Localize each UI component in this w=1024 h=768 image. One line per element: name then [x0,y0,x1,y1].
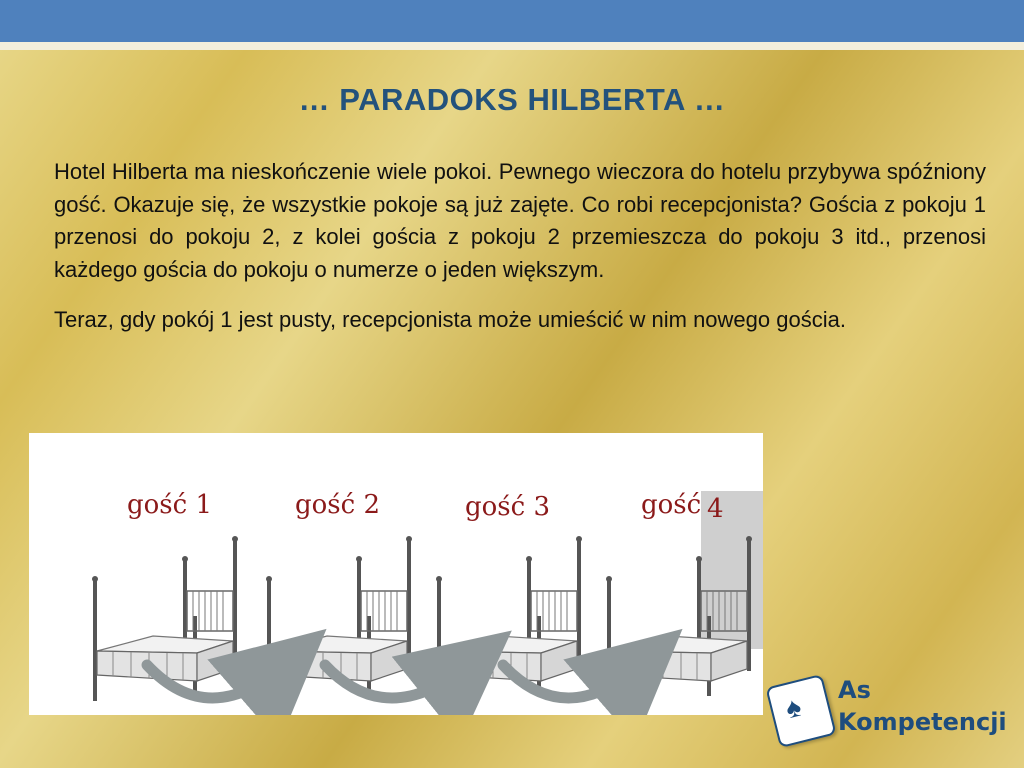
spade-icon: ♠ [782,690,805,725]
guest-label-2: gość 2 [295,490,381,520]
guest-label-4-number: 4 [707,494,724,524]
paragraph-1: Hotel Hilberta ma nieskończenie wiele pokoi. Pewnego wieczora do hotelu przybywa spóźniony gość. Okazuje się, że wszystkie pokoje są już zajęte. Co robi recepcjonista? Gościa z pokoju 1 przenosi do pokoju 2, z kolei gościa z pokoju 2 przemieszcza do pokoju 3 itd., przenosi każdego gościa do pokoju o numerze o jeden większym. [54,159,986,282]
hilbert-hotel-illustration [29,433,763,715]
logo-text-line1: As [838,676,871,704]
guest-label-4: gość [641,490,702,520]
top-strip [0,42,1024,50]
guest-label-3: gość 3 [465,492,551,522]
as-kompetencji-logo [768,672,1007,746]
paragraph-2: Teraz, gdy pokój 1 jest pusty, recepcjonista może umieścić w nim nowego gościa. [54,307,846,332]
slide-title: … PARADOKS HILBERTA … [298,82,726,117]
slide-body [54,156,986,355]
logo-text-line2: Kompetencji [838,708,1007,736]
top-bar [0,0,1024,42]
guest-label-1: gość 1 [127,490,213,520]
